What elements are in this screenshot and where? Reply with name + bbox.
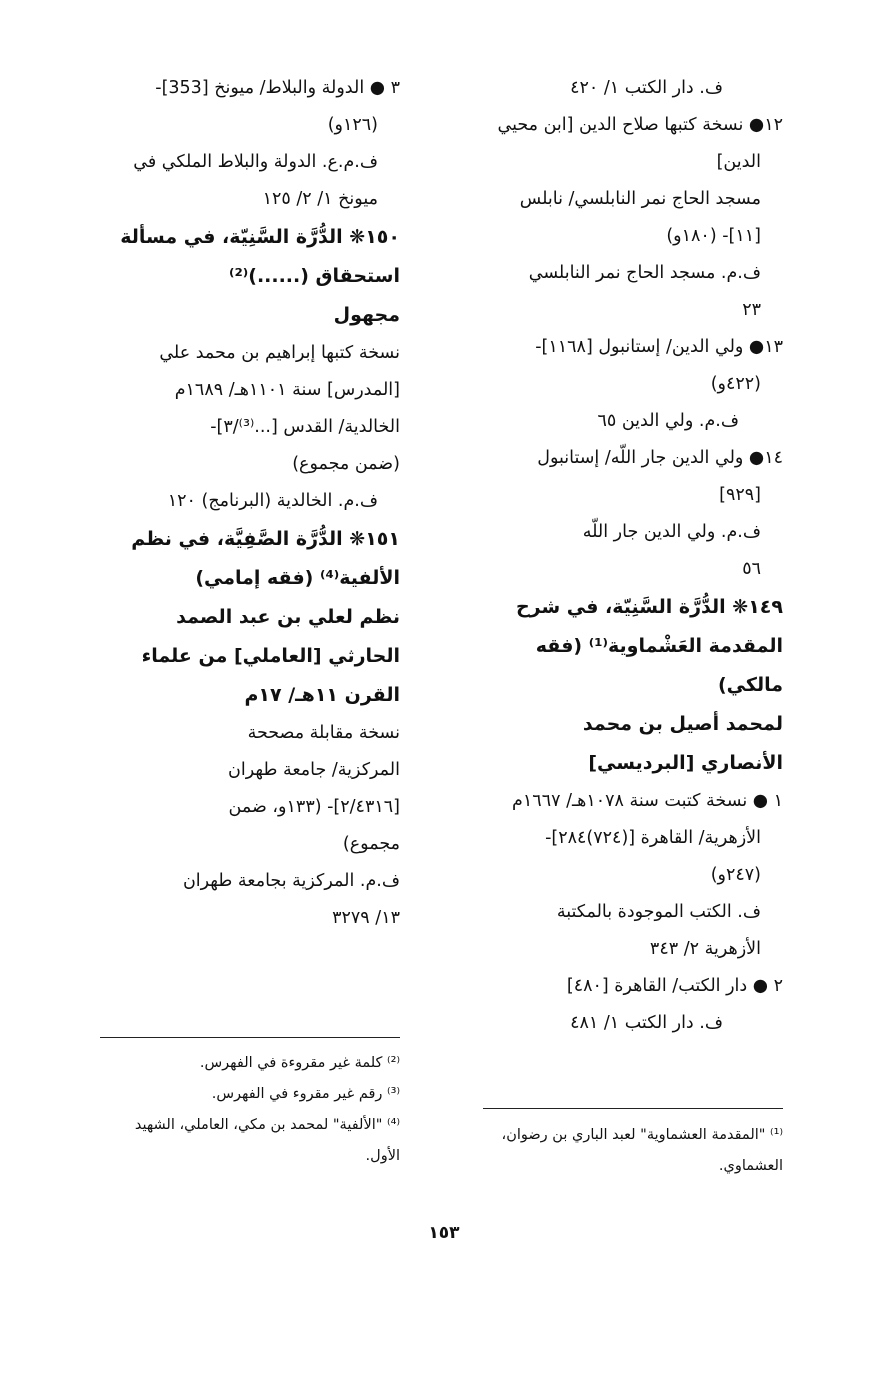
text-line: ٥٦ bbox=[742, 559, 761, 579]
text-line: ف. دار الكتب ١/ ٤٢٠ bbox=[570, 78, 723, 98]
text-line: استحقاق (......)⁽²⁾ bbox=[228, 265, 400, 287]
text-line: ١ ● نسخة كتبت سنة ١٠٧٨هـ/ ١٦٦٧م bbox=[512, 791, 783, 811]
text-line: ٢ ● دار الكتب/ القاهرة [٤٨٠] bbox=[566, 976, 783, 996]
text-line: ف. الكتب الموجودة بالمكتبة bbox=[556, 902, 761, 922]
text-line: نسخة مقابلة مصححة bbox=[247, 723, 400, 743]
footnote-line: ⁽⁴⁾ "الألفية" لمحمد بن مكي، العاملي، الشهيد bbox=[134, 1117, 400, 1133]
text-line: المقدمة العَشْماوية⁽¹⁾ (فقه bbox=[535, 635, 783, 657]
text-line: الخالدية/ القدس [...⁽³⁾/٣]- bbox=[210, 417, 400, 437]
text-line: الحارثي [العاملي] من علماء bbox=[141, 645, 400, 667]
text-line: ف.م. ولي الدين ٦٥ bbox=[597, 411, 739, 431]
footnote-line: الأول. bbox=[365, 1148, 400, 1164]
text-line: ف.م.ع. الدولة والبلاط الملكي في bbox=[133, 152, 378, 172]
text-line: مجهول bbox=[333, 304, 400, 326]
text-line: (١٢٦و) bbox=[327, 115, 378, 135]
text-line: ١٤● ولي الدين جار اللّه/ إستانبول bbox=[537, 448, 783, 468]
footnote-line: ⁽²⁾ كلمة غير مقروءة في الفهرس. bbox=[199, 1055, 400, 1071]
text-line: ٢٣ bbox=[742, 300, 761, 320]
text-line: الأزهرية/ القاهرة [(٧٢٤)٢٨٤]- bbox=[545, 828, 761, 848]
text-line: مسجد الحاج نمر النابلسي/ نابلس bbox=[519, 189, 761, 209]
text-line: مالكي) bbox=[718, 674, 783, 696]
text-line: المركزية/ جامعة طهران bbox=[228, 760, 400, 780]
text-line: (٢٤٧و) bbox=[710, 865, 761, 885]
text-line: ف.م. المركزية بجامعة طهران bbox=[182, 871, 400, 891]
text-line: الدين] bbox=[716, 152, 761, 172]
text-line: نسخة كتبها إبراهيم بن محمد علي bbox=[159, 343, 400, 363]
text-line: (ضمن مجموع) bbox=[292, 454, 400, 474]
text-line: الأزهرية ٢/ ٣٤٣ bbox=[649, 939, 761, 959]
text-line: الألفية⁽⁴⁾ (فقه إمامي) bbox=[195, 567, 400, 589]
text-line: ميونخ ١/ ٢/ ١٢٥ bbox=[262, 189, 378, 209]
text-line: القرن ١١هـ/ ١٧م bbox=[244, 684, 400, 706]
text-line: ١٣● ولي الدين/ إستانبول [١١٦٨]- bbox=[535, 337, 783, 357]
footnote-divider-right bbox=[483, 1108, 783, 1109]
text-line: نظم لعلي بن عبد الصمد bbox=[176, 606, 400, 628]
text-line: ١٣/ ٣٢٧٩ bbox=[332, 908, 400, 928]
text-line: (٤٢٢و) bbox=[710, 374, 761, 394]
text-line: ف.م. ولي الدين جار اللّه bbox=[582, 522, 761, 542]
text-line: ١٥١❋ الدُّرَّة الصَّفِيَّة، في نظم bbox=[131, 528, 400, 550]
text-line: [١١]- (١٨٠و) bbox=[666, 226, 761, 246]
footnote-line: ⁽¹⁾ "المقدمة العشماوية" لعبد الباري بن رضوان، bbox=[501, 1127, 783, 1143]
text-line: ١٥٠❋ الدُّرَّة السَّنِيّة، في مسألة bbox=[120, 226, 400, 248]
text-line: [٢/٤٣١٦]- (١٣٣و، ضمن bbox=[228, 797, 400, 817]
text-line: لمحمد أصيل بن محمد bbox=[582, 713, 783, 735]
text-line: [المدرس] سنة ١١٠١هـ/ ١٦٨٩م bbox=[174, 380, 400, 400]
footnotes-left bbox=[90, 1048, 400, 1172]
text-line: ٣ ● الدولة والبلاط/ ميونخ [353]- bbox=[155, 78, 400, 98]
footnote-divider-left bbox=[100, 1037, 400, 1038]
left-column bbox=[90, 70, 400, 937]
page-number: ١٥٣ bbox=[428, 1223, 460, 1243]
text-line: ١٤٩❋ الدُّرَّة السَّنِيّة، في شرح bbox=[515, 596, 783, 618]
text-line: مجموع) bbox=[342, 834, 400, 854]
text-line: [٩٢٩] bbox=[719, 485, 761, 505]
footnote-line: ⁽³⁾ رقم غير مقروء في الفهرس. bbox=[211, 1086, 400, 1102]
footnotes-right bbox=[473, 1120, 783, 1182]
text-line: ف.م. الخالدية (البرنامج) ١٢٠ bbox=[167, 491, 378, 511]
footnote-line: العشماوي. bbox=[718, 1158, 783, 1174]
right-column bbox=[478, 70, 783, 1042]
text-line: ١٢● نسخة كتبها صلاح الدين [ابن محيي bbox=[497, 115, 783, 135]
text-line: ف. دار الكتب ١/ ٤٨١ bbox=[570, 1013, 723, 1033]
text-line: الأنصاري [البرديسي] bbox=[588, 752, 783, 774]
text-line: ف.م. مسجد الحاج نمر النابلسي bbox=[528, 263, 761, 283]
